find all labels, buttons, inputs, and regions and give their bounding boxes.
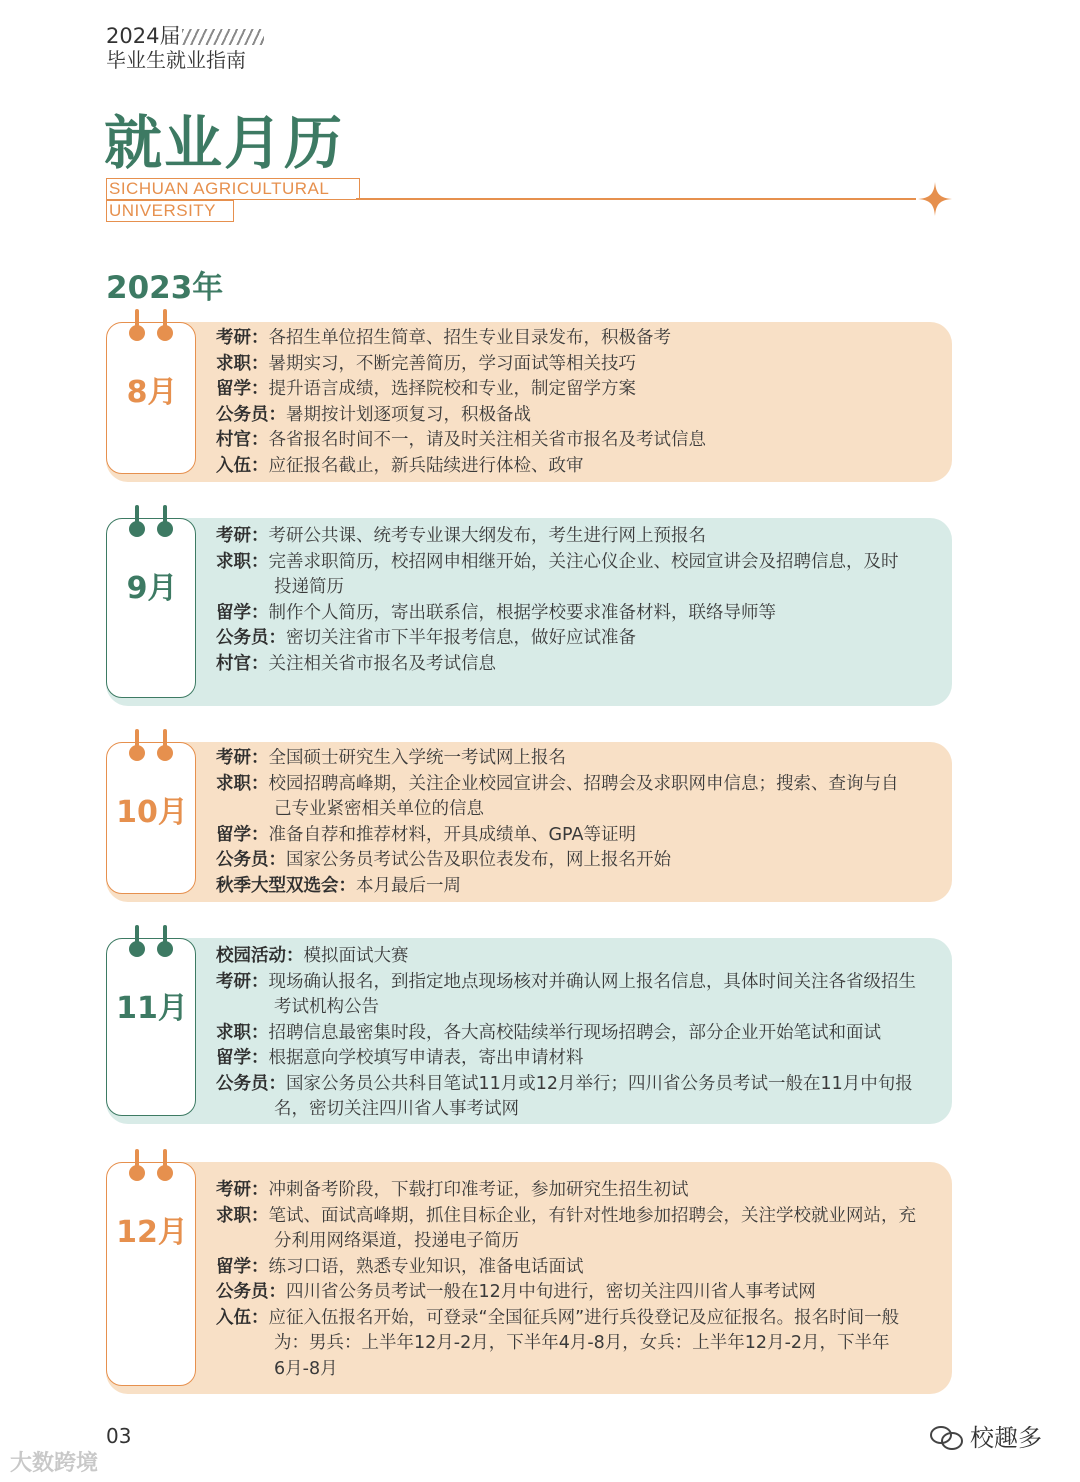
item-category: 考研： — [216, 1180, 269, 1200]
list-item — [216, 970, 938, 996]
item-category: 公务员： — [216, 850, 286, 870]
list-item — [216, 1255, 938, 1281]
item-category: 留学： — [216, 1048, 269, 1068]
university-name-line1: SICHUAN AGRICULTURAL — [106, 178, 360, 200]
item-category: 考研： — [216, 971, 269, 992]
item-text: 本月最后一周 — [356, 875, 461, 896]
item-category: 考研： — [216, 328, 269, 348]
calendar-ring-icon — [129, 925, 145, 959]
item-text: 四川省公务员考试一般在12月中旬进行，密切关注四川省人事考试网 — [286, 1282, 816, 1302]
item-text: 国家公务员考试公告及职位表发布，网上报名开始 — [286, 850, 671, 870]
item-category: 村官： — [216, 653, 269, 674]
month-card — [106, 938, 952, 1124]
item-category: 入伍： — [216, 1307, 269, 1328]
list-item — [216, 1046, 938, 1072]
list-item — [216, 403, 938, 429]
item-category: 留学： — [216, 1256, 269, 1277]
item-text: 校园招聘高峰期，关注企业校园宣讲会、招聘会及求职网申信息；搜索、查询与自 — [268, 773, 899, 794]
item-text: 各招生单位招生简章、招生专业目录发布，积极备考 — [268, 328, 671, 348]
list-item — [216, 1306, 938, 1332]
list-item — [216, 601, 938, 627]
list-item — [216, 454, 938, 480]
month-items — [216, 944, 938, 1123]
item-text: 暑期按计划逐项复习，积极备战 — [286, 404, 531, 425]
item-text: 考研公共课、统考专业课大纲发布，考生进行网上预报名 — [268, 526, 706, 546]
item-category: 留学： — [216, 379, 269, 399]
month-card — [106, 322, 952, 482]
item-category: 校园活动： — [216, 946, 304, 966]
list-item — [216, 326, 938, 352]
watermark-right — [930, 1418, 1042, 1453]
item-text: 国家公务员公共科目笔试11月或12月举行；四川省公务员考试一般在11月中旬报 — [286, 1073, 913, 1094]
item-category: 留学： — [216, 602, 269, 623]
calendar-icon — [106, 742, 196, 894]
calendar-ring-icon — [157, 505, 173, 539]
calendar-ring-icon — [129, 309, 145, 343]
month-card — [106, 1162, 952, 1394]
item-text: 招聘信息最密集时段，各大高校陆续举行现场招聘会，部分企业开始笔试和面试 — [268, 1022, 881, 1043]
month-card — [106, 742, 952, 902]
sparkle-icon — [918, 182, 952, 216]
university-name-line2: UNIVERSITY — [106, 200, 234, 222]
calendar-ring-icon — [129, 505, 145, 539]
list-item — [216, 575, 938, 601]
list-item — [216, 1280, 938, 1306]
calendar-icon — [106, 938, 196, 1116]
item-category: 公务员： — [216, 1073, 286, 1094]
item-text: 全国硕士研究生入学统一考试网上报名 — [268, 748, 566, 768]
calendar-icon — [106, 518, 196, 698]
month-items — [216, 326, 938, 479]
item-text: 笔试、面试高峰期，抓住目标企业，有针对性地参加招聘会，关注学校就业网站，充 — [268, 1205, 916, 1226]
list-item — [216, 823, 938, 849]
list-item — [216, 377, 938, 403]
list-item — [216, 524, 938, 550]
item-text: 应征报名截止，新兵陆续进行体检、政审 — [268, 455, 584, 476]
month-items — [216, 1178, 938, 1382]
title-rule — [356, 198, 916, 200]
item-category: 秋季大型双选会： — [216, 875, 356, 896]
item-category: 考研： — [216, 526, 269, 546]
month-label: 10月 — [116, 795, 188, 830]
item-category: 求职： — [216, 353, 269, 374]
month-items — [216, 746, 938, 899]
list-item — [216, 874, 938, 900]
list-item — [216, 772, 938, 798]
item-text: 根据意向学校填写申请表，寄出申请材料 — [268, 1048, 584, 1068]
calendar-icon — [106, 1162, 196, 1386]
calendar-ring-icon — [157, 309, 173, 343]
item-text: 各省报名时间不一，请及时关注相关省市报名及考试信息 — [268, 430, 706, 450]
item-text: 模拟面试大赛 — [303, 946, 409, 966]
month-label: 12月 — [116, 1215, 188, 1250]
item-text: 己专业紧密相关单位的信息 — [274, 799, 484, 819]
list-item — [216, 652, 938, 678]
item-text: 密切关注省市下半年报考信息，做好应试准备 — [286, 628, 636, 648]
list-item — [216, 1357, 938, 1383]
item-text: 提升语言成绩，选择院校和专业，制定留学方案 — [268, 379, 636, 399]
item-category: 求职： — [216, 551, 269, 572]
list-item — [216, 352, 938, 378]
calendar-ring-icon — [157, 729, 173, 763]
list-item — [216, 1097, 938, 1123]
list-item — [216, 746, 938, 772]
list-item — [216, 428, 938, 454]
calendar-ring-icon — [129, 1149, 145, 1183]
item-text: 准备自荐和推荐材料，开具成绩单、GPA等证明 — [268, 824, 636, 845]
list-item — [216, 944, 938, 970]
month-label: 9月 — [126, 571, 178, 606]
page-number: 03 — [106, 1424, 132, 1448]
month-card — [106, 518, 952, 706]
list-item — [216, 848, 938, 874]
list-item — [216, 1204, 938, 1230]
hatch-decoration — [182, 29, 264, 45]
list-item — [216, 797, 938, 823]
watermark-right-text: 校趣多 — [970, 1424, 1042, 1452]
page-title: 就业月历 — [104, 109, 345, 177]
month-items — [216, 524, 938, 677]
item-category: 考研： — [216, 748, 269, 768]
item-text: 分利用网络渠道，投递电子简历 — [274, 1231, 519, 1251]
header-year-text: 2024届 — [106, 24, 181, 48]
list-item — [216, 1021, 938, 1047]
list-item — [216, 1072, 938, 1098]
list-item — [216, 1331, 938, 1357]
item-category: 村官： — [216, 430, 269, 450]
item-category: 入伍： — [216, 455, 269, 476]
list-item — [216, 995, 938, 1021]
year-heading: 2023年 — [106, 270, 224, 306]
watermark-left-text: 大数跨境 — [10, 1451, 99, 1476]
calendar-icon — [106, 322, 196, 474]
item-category: 留学： — [216, 824, 269, 845]
item-category: 求职： — [216, 1205, 269, 1226]
item-text: 名，密切关注四川省人事考试网 — [274, 1099, 519, 1119]
item-category: 求职： — [216, 1022, 269, 1043]
item-text: 练习口语，熟悉专业知识，准备电话面试 — [268, 1256, 584, 1277]
item-text: 为：男兵：上半年12月-2月，下半年4月-8月，女兵：上半年12月-2月，下半年 — [274, 1333, 890, 1353]
list-item — [216, 626, 938, 652]
item-category: 求职： — [216, 773, 269, 794]
calendar-ring-icon — [129, 729, 145, 763]
item-text: 暑期实习，不断完善简历，学习面试等相关技巧 — [268, 353, 636, 374]
calendar-ring-icon — [157, 925, 173, 959]
list-item — [216, 1178, 938, 1204]
list-item — [216, 1229, 938, 1255]
item-text: 投递简历 — [274, 577, 344, 597]
list-item — [216, 550, 938, 576]
header-year — [106, 24, 264, 48]
watermark-left — [10, 1446, 98, 1477]
month-label: 11月 — [116, 991, 188, 1026]
item-text: 冲刺备考阶段，下载打印准考证，参加研究生招生初试 — [268, 1180, 689, 1200]
item-text: 制作个人简历，寄出联系信，根据学校要求准备材料，联络导师等 — [268, 602, 776, 623]
wechat-icon — [930, 1424, 962, 1448]
item-category: 公务员： — [216, 1282, 286, 1302]
month-label: 8月 — [126, 375, 178, 410]
item-text: 关注相关省市报名及考试信息 — [268, 653, 496, 674]
item-text: 6月-8月 — [274, 1358, 338, 1379]
item-text: 现场确认报名，到指定地点现场核对并确认网上报名信息，具体时间关注各省级招生 — [268, 971, 916, 992]
item-text: 应征入伍报名开始，可登录“全国征兵网”进行兵役登记及应征报名。报名时间一般 — [268, 1307, 900, 1328]
item-category: 公务员： — [216, 628, 286, 648]
item-text: 考试机构公告 — [274, 997, 379, 1017]
item-category: 公务员： — [216, 404, 286, 425]
header-subtitle: 毕业生就业指南 — [106, 48, 246, 72]
item-text: 完善求职简历，校招网申相继开始，关注心仪企业、校园宣讲会及招聘信息，及时 — [268, 551, 899, 572]
calendar-ring-icon — [157, 1149, 173, 1183]
